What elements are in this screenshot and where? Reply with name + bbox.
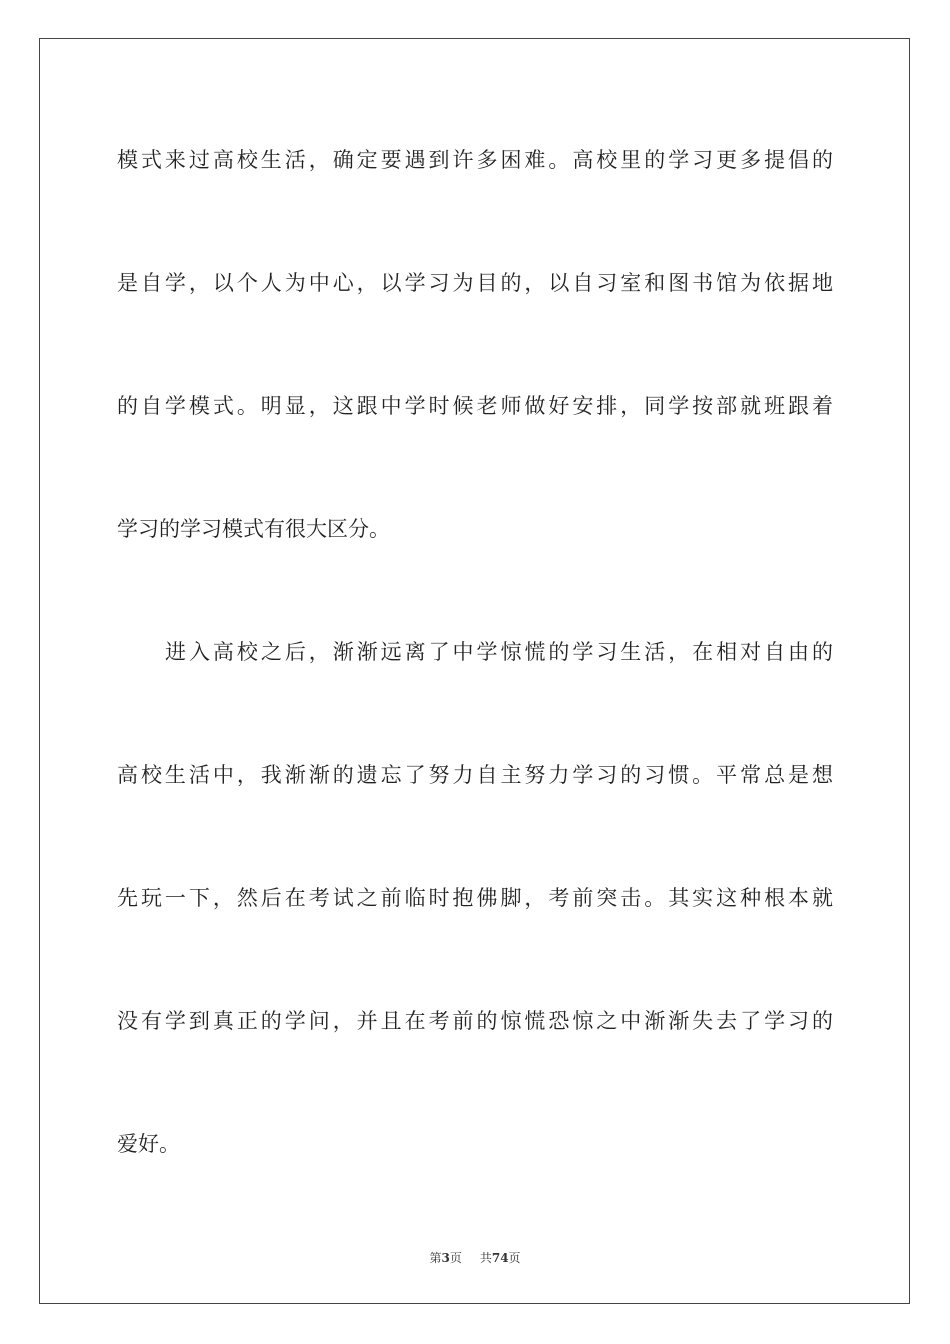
paragraph-first-line [117,642,833,765]
text-line [117,150,833,273]
text-line-content: 学习的学习模式有很大区分。 [117,517,390,541]
total-suffix: 页 [508,1251,521,1265]
page-current: 3 [441,1251,450,1265]
page-total: 74 [491,1251,509,1265]
text-line [117,765,833,888]
text-line [117,273,833,396]
text-line [117,1134,833,1257]
document-body [117,150,833,1257]
text-line-content: 没有学到真正的学问，并且在考前的惊慌恐惊之中渐渐失去了学习的 [117,1009,833,1033]
text-line-content: 先玩一下，然后在考试之前临时抱佛脚，考前突击。其实这种根本就 [117,886,833,910]
page-prefix: 第 [429,1251,442,1265]
text-line-content: 高校生活中，我渐渐的遗忘了努力自主努力学习的习惯。平常总是想 [117,763,833,787]
text-line-content: 进入高校之后，渐渐远离了中学惊慌的学习生活，在相对自由的 [165,640,833,664]
text-line [117,888,833,1011]
text-line-content: 模式来过高校生活，确定要遇到许多困难。高校里的学习更多提倡的 [117,148,833,172]
text-line [117,396,833,519]
text-line [117,519,833,642]
text-line [117,1011,833,1134]
page-suffix: 页 [449,1251,462,1265]
text-line-content: 爱好。 [117,1132,180,1156]
total-prefix: 共 [479,1251,492,1265]
text-line-content: 的自学模式。明显，这跟中学时候老师做好安排，同学按部就班跟着 [117,394,833,418]
page-footer [0,1249,950,1266]
text-line-content: 是自学，以个人为中心，以学习为目的，以自习室和图书馆为依据地 [117,271,833,295]
